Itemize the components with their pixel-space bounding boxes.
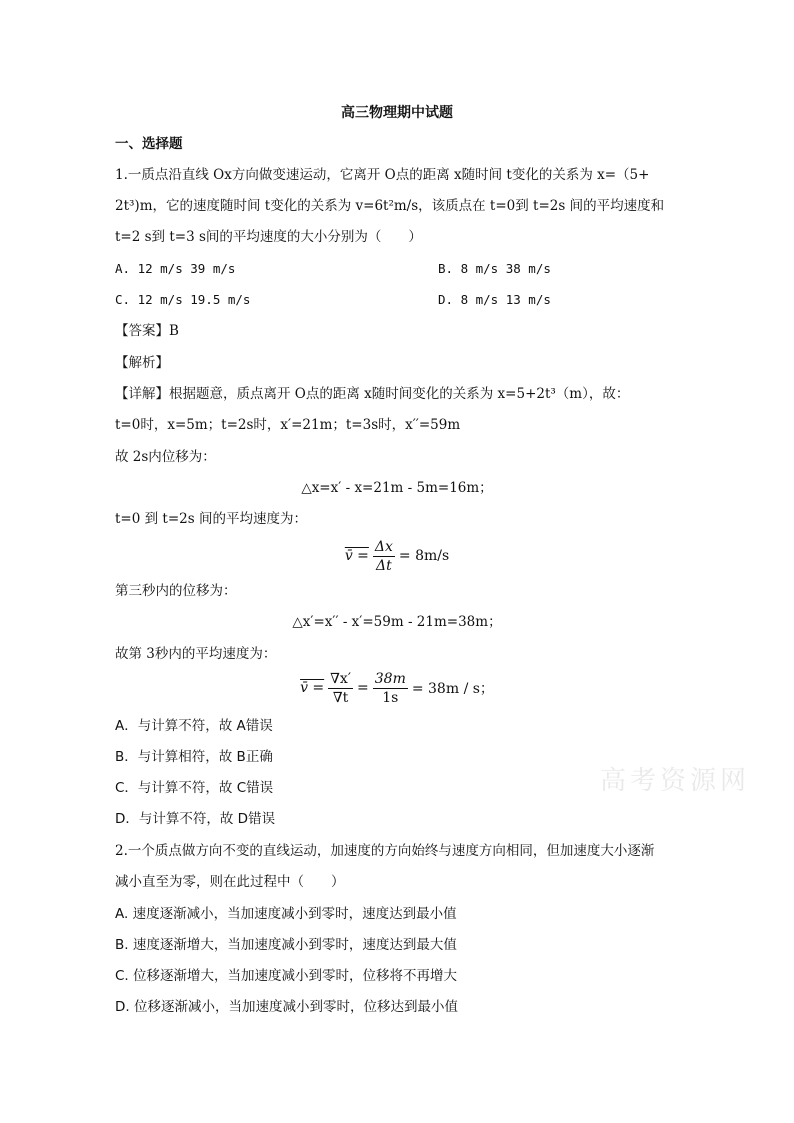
page-title: 高三物理期中试题 xyxy=(341,105,453,121)
question-2-line-2: 减小直至为零，则在此过程中（ ） xyxy=(115,874,345,890)
avg2-equals: = xyxy=(357,680,369,696)
avg2-fraction-2 xyxy=(373,671,408,706)
avg1-numerator: Δx xyxy=(374,538,393,555)
question-2-line-1: 2.一个质点做方向不变的直线运动，加速度的方向始终与速度方向相同，但加速度大小逐渐 xyxy=(115,843,655,859)
avg1-fraction xyxy=(373,539,395,574)
q2-option-a: A. 速度逐渐减小，当加速度减小到零时，速度达到最小值 xyxy=(115,906,457,922)
q1-conclusion-d: D．与计算不符，故 D错误 xyxy=(115,811,276,827)
q1-option-b: B. 8 m/s 38 m/s xyxy=(438,261,551,276)
section-heading: 一、选择题 xyxy=(115,136,183,152)
avg2-denominator-2: 1s xyxy=(382,689,399,706)
q1-option-a: A. 12 m/s 39 m/s xyxy=(115,261,236,276)
avg1-lhs: v̄ = xyxy=(344,548,369,564)
avg1-denominator: Δt xyxy=(376,557,392,574)
q1-conclusion-b: B．与计算相符，故 B正确 xyxy=(115,749,273,765)
avg1-rhs: = 8m/s xyxy=(398,548,450,564)
question-1-line-1: 1.一质点沿直线 Ox方向做变速运动，它离开 O点的距离 x随时间 t变化的关系为 x=（5+ xyxy=(115,167,650,183)
q1-avg1-equation xyxy=(0,536,794,576)
avg2-denominator-1: ∇t xyxy=(332,689,349,706)
q1-option-d: D. 8 m/s 13 m/s xyxy=(438,292,551,307)
q1-option-c: C. 12 m/s 19.5 m/s xyxy=(115,292,251,307)
q1-analysis-heading: 【解析】 xyxy=(115,355,169,371)
q1-avg2-equation xyxy=(0,668,794,708)
q1-disp2-equation: △x=x′ - x=21m - 5m=16m； xyxy=(301,480,493,496)
q2-option-d: D. 位移逐渐减小，当加速度减小到零时，位移达到最小值 xyxy=(115,999,458,1015)
avg2-fraction-1 xyxy=(328,671,353,706)
q1-disp3-equation: △x′=x′′ - x′=59m - 21m=38m； xyxy=(292,614,502,630)
q1-disp2-label: 故 2s内位移为： xyxy=(115,449,216,465)
q2-option-c: C. 位移逐渐增大，当加速度减小到零时，位移将不再增大 xyxy=(115,968,458,984)
watermark: 高考资源网 xyxy=(600,766,751,796)
avg2-numerator-2: 38m xyxy=(374,670,406,687)
avg2-numerator-1: ∇x′ xyxy=(330,670,352,687)
q2-option-b: B. 速度逐渐增大，当加速度减小到零时，速度达到最大值 xyxy=(115,937,457,953)
q1-avg1-label: t=0 到 t=2s 间的平均速度为： xyxy=(115,511,307,527)
avg2-lhs: v̄ = xyxy=(300,680,325,696)
q1-conclusion-a: A．与计算不符，故 A错误 xyxy=(115,718,273,734)
q1-avg2-label: 故第 3秒内的平均速度为： xyxy=(115,646,277,662)
q1-disp3-label: 第三秒内的位移为： xyxy=(115,583,237,599)
q1-values: t=0时，x=5m；t=2s时，x′=21m；t=3s时，x′′=59m xyxy=(115,417,461,433)
avg2-rhs: = 38m / s； xyxy=(411,681,494,697)
q1-conclusion-c: C．与计算不符，故 C错误 xyxy=(115,780,274,796)
q1-answer: 【答案】B xyxy=(115,323,179,339)
question-1-line-2: 2t³)m，它的速度随时间 t变化的关系为 v=6t²m/s，该质点在 t=0到 t=2s 间的平均速度和 xyxy=(115,198,665,214)
q1-detail: 【详解】根据题意，质点离开 O点的距离 x随时间变化的关系为 x=5+2t³（m），故： xyxy=(115,386,630,402)
question-1-line-3: t=2 s到 t=3 s间的平均速度的大小分别为（ ） xyxy=(115,229,422,245)
